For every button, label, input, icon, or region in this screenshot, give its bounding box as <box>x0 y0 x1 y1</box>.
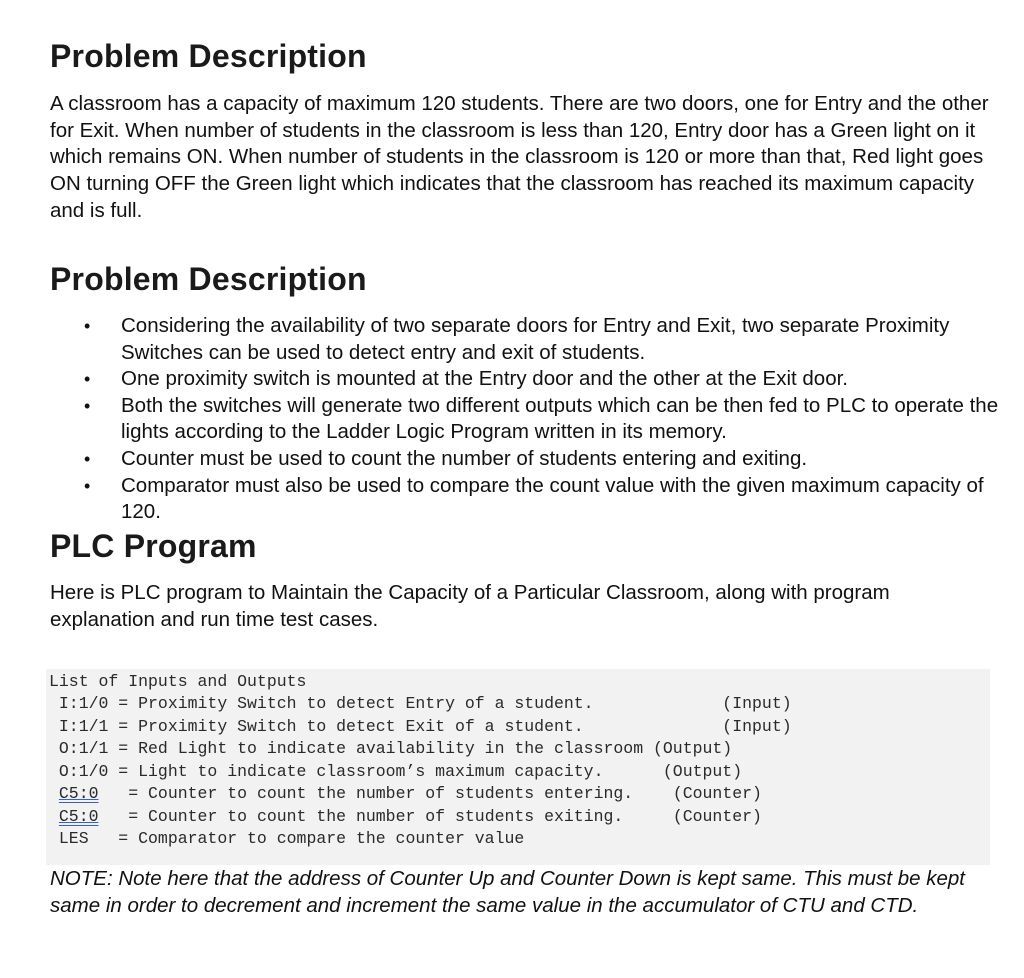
code-line: I:1/1 = Proximity Switch to detect Exit of a student. (Input) <box>49 717 792 736</box>
code-line: O:1/1 = Red Light to indicate availability in the classroom (Output) <box>49 739 733 758</box>
section-title-plc-program: PLC Program <box>50 528 257 564</box>
section-title-problem-description: Problem Description <box>50 38 367 74</box>
problem-paragraph: A classroom has a capacity of maximum 120 students. There are two doors, one for Entry and the other for Exit. When number of students in the classroom is less than 120, Entry door has a Green light on it which remains ON. When number of students in the classroom is 120 or more than that, Red light goes ON turning OFF the Green light which indicates that the classroom has reached its maximum capacity and is full. <box>50 92 989 222</box>
section-title-problem-description-2: Problem Description <box>50 261 367 297</box>
code-line-counter-up: C5:0 = Counter to count the number of students entering. (Counter) <box>58 784 762 803</box>
code-line-counter-down: C5:0 = Counter to count the number of students exiting. (Counter) <box>58 807 762 826</box>
note-paragraph: NOTE: Note here that the address of Counter Up and Counter Down is kept same. This must be kept same in order to decrement and increment the same value in the accumulator of CTU and CTD. <box>50 867 965 917</box>
list-item: • Both the switches will generate two different outputs which can be then fed to PLC to operate the lights according to the Ladder Logic Program written in its memory. <box>50 393 1000 446</box>
list-item: • Comparator must also be used to compare the count value with the given maximum capacity of 120. <box>50 473 1000 526</box>
code-line: O:1/0 = Light to indicate classroom’s maximum capacity. (Output) <box>49 762 743 781</box>
list-item: • Considering the availability of two separate doors for Entry and Exit, two separate Proximity Switches can be used to detect entry and exit of students. <box>50 313 1000 366</box>
plc-intro-paragraph: Here is PLC program to Maintain the Capacity of a Particular Classroom, along with program explanation and run time test cases. <box>50 581 890 631</box>
list-item: • Counter must be used to count the number of students entering and exiting. <box>50 446 1000 473</box>
code-heading: List of Inputs and Outputs <box>49 672 307 691</box>
requirements-list <box>50 313 1000 526</box>
counter-address: C5:0 <box>58 807 99 826</box>
code-line: I:1/0 = Proximity Switch to detect Entry of a student. (Input) <box>49 694 792 713</box>
list-item: • One proximity switch is mounted at the Entry door and the other at the Exit door. <box>50 366 1000 393</box>
code-line: LES = Comparator to compare the counter value <box>49 829 525 848</box>
io-code-block <box>46 669 990 865</box>
counter-address: C5:0 <box>58 784 99 803</box>
